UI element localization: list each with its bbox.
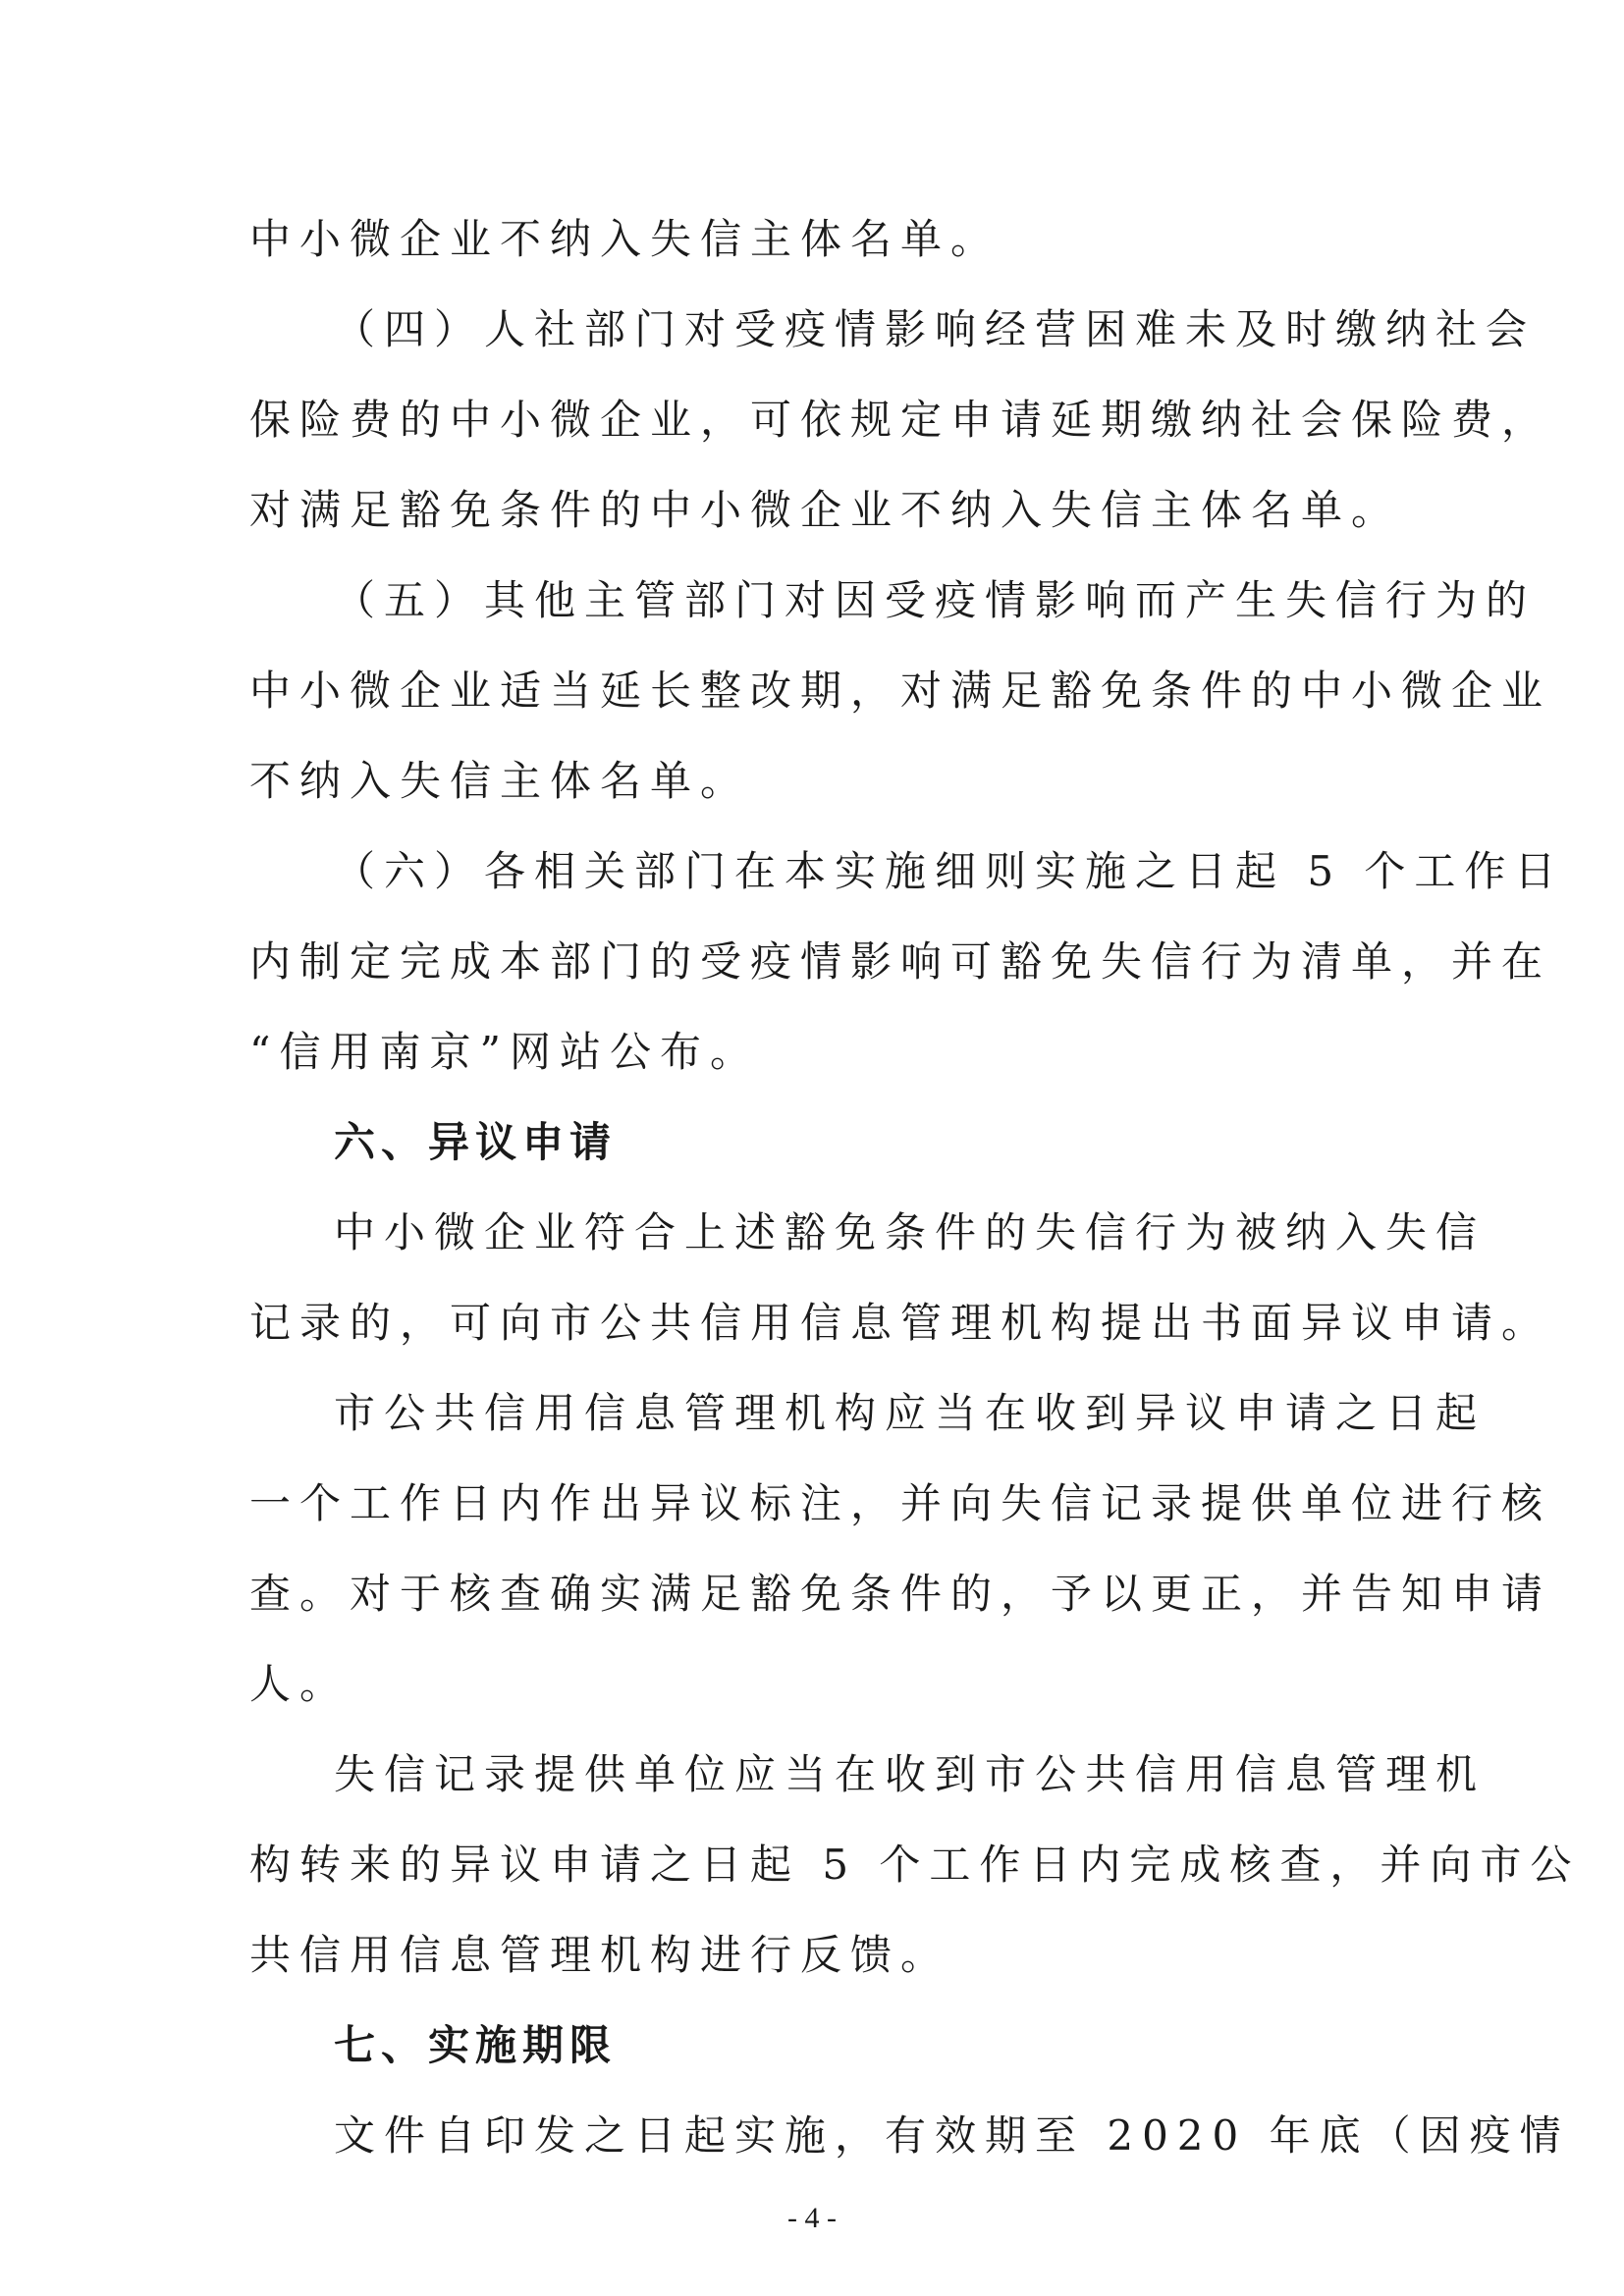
body-line: 不纳入失信主体名单。 <box>249 757 751 805</box>
body-line: 中小微企业不纳入失信主体名单。 <box>249 215 1001 263</box>
page-number: - 4 - <box>787 2202 837 2234</box>
body-line: “信用南京”网站公布。 <box>249 1028 760 1076</box>
body-line: 共信用信息管理机构进行反馈。 <box>249 1931 951 1979</box>
section-heading: 六、异议申请 <box>334 1118 618 1166</box>
body-line: 市公共信用信息管理机构应当在收到异议申请之日起 <box>334 1389 1487 1437</box>
body-line: 对满足豁免条件的中小微企业不纳入失信主体名单。 <box>249 486 1402 534</box>
body-line: 人。 <box>249 1660 351 1708</box>
section-heading: 七、实施期限 <box>334 2021 618 2069</box>
body-line: 失信记录提供单位应当在收到市公共信用信息管理机 <box>334 1750 1487 1798</box>
body-line: （五）其他主管部门对因受疫情影响而产生失信行为的 <box>334 576 1537 624</box>
body-line: 构转来的异议申请之日起 5 个工作日内完成核查，并向市公 <box>249 1841 1581 1889</box>
body-line: 一个工作日内作出异议标注，并向失信记录提供单位进行核 <box>249 1479 1552 1527</box>
body-line: 中小微企业适当延长整改期，对满足豁免条件的中小微企业 <box>249 667 1552 715</box>
body-line: 中小微企业符合上述豁免条件的失信行为被纳入失信 <box>334 1208 1487 1256</box>
body-line: 文件自印发之日起实施，有效期至 2020 年底（因疫情 <box>334 2111 1570 2160</box>
body-line: 查。对于核查确实满足豁免条件的，予以更正，并告知申请 <box>249 1570 1552 1618</box>
body-line: 保险费的中小微企业，可依规定申请延期缴纳社会保险费， <box>249 396 1552 444</box>
body-line: （四）人社部门对受疫情影响经营困难未及时缴纳社会 <box>334 305 1537 353</box>
body-line: 记录的，可向市公共信用信息管理机构提出书面异议申请。 <box>249 1299 1552 1347</box>
body-line: （六）各相关部门在本实施细则实施之日起 5 个工作日 <box>334 847 1565 895</box>
body-line: 内制定完成本部门的受疫情影响可豁免失信行为清单，并在 <box>249 937 1552 986</box>
